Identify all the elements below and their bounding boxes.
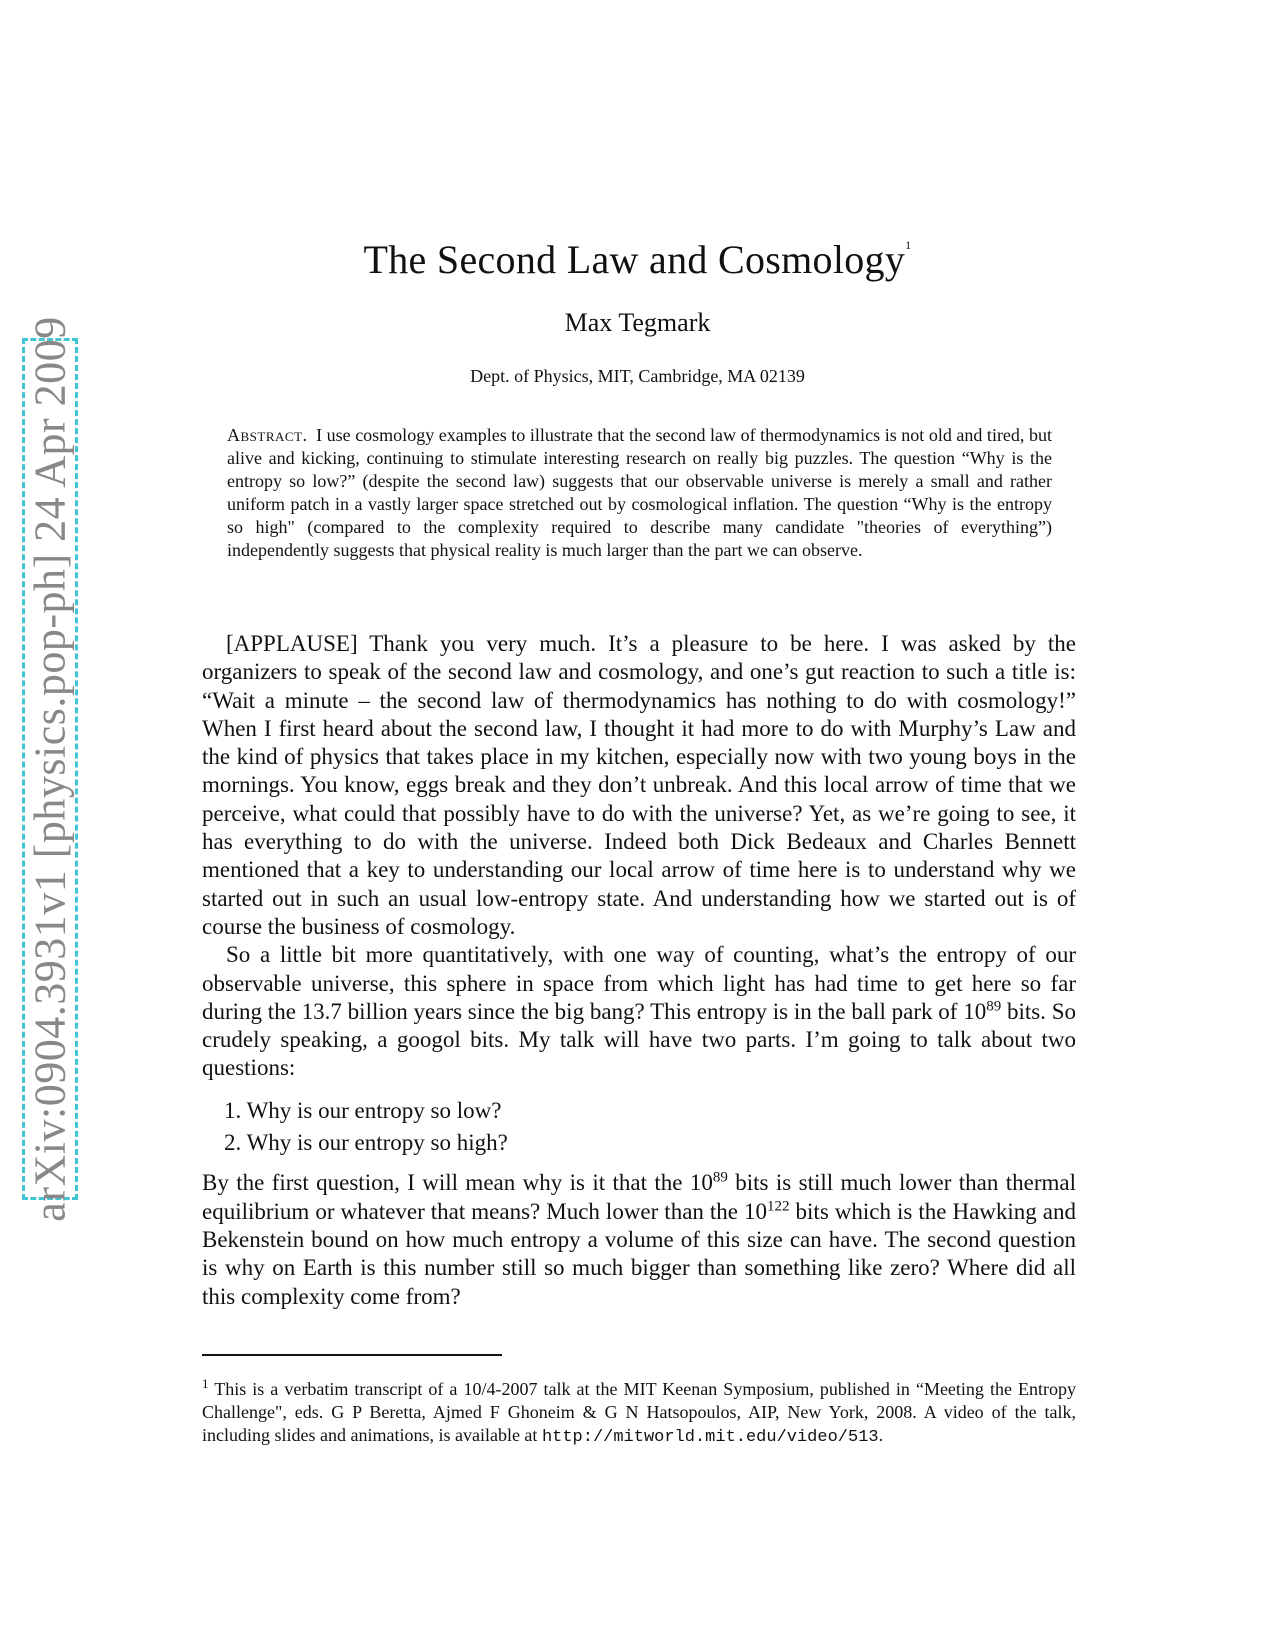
paper-title [0,236,1275,283]
arxiv-sidebar-stamp [22,316,78,1222]
footnote-mark: 1 [202,1376,209,1391]
list-item: 2. Why is our entropy so high? [224,1130,508,1156]
title-text: The Second Law and Cosmology [363,237,906,282]
abstract-label: Abstract. [227,425,308,445]
footnote: $^1$ This is a verbatim transcript of a 10/4-2007 talk at the MIT Keenan Symposium, published in “Meeting the Entropy Challenge", eds. G P Beretta, Ajmed F Ghoneim & G N Hatsopoulos, AIP, New York, 2008. A video of the talk, including slides and animations, is available at http://mitworld.mit.edu/video/513. [202,1376,1076,1447]
author-name: Max Tegmark [564,308,711,337]
title-footnote-mark[interactable]: 1 [905,237,912,252]
abstract-text: I use cosmology examples to illustrate that the second law of thermodynamics is not old and tired, but alive and kicking, continuing to stimulate interesting research on really big puzzles. The question “Why is the entropy so low?” (despite the second law) suggests that our observable universe is merely a small and rather uniform patch in a vastly larger space stretched out by cosmological inflation. The question “Why is the entropy so high" (compared to the complexity required to describe many candidate "theories of everything”) independently suggests that physical reality is much larger than the part we can observe. [227,425,1052,560]
arxiv-identifier: arXiv:0904.3931v1 [physics.pop-ph] 24 Apr 2009 [25,316,75,1222]
question-list [202,1097,1076,1158]
abstract [227,424,1052,562]
author-affiliation: Dept. of Physics, MIT, Cambridge, MA 02139 [470,366,805,386]
footnote-link[interactable]: http://mitworld.mit.edu/video/513 [541,1428,879,1447]
list-item: 1. Why is our entropy so low? [224,1097,502,1123]
main-body [202,630,1076,1311]
body-paragraph-2: So a little bit more quantitatively, with one way of counting, what’s the entropy of our observable universe, this sphere in space from which light has had time to get here so far during the 13.7 billion years since the big bang? This entropy is in the ball park of $10^{89}$ bits. So crudely speaking, a googol bits. My talk will have two parts. I’m going to talk about two questions: [202,942,1076,1081]
footnote-text: This is a verbatim transcript of a 10/4-2007 talk at the MIT Keenan Symposium, published in “Meeting the Entropy Challenge", eds. G P Beretta, Ajmed F Ghoneim & G N Hatsopoulos, AIP, New York, 2008. A video of the talk, including slides and animations, is available at [202,1379,1076,1445]
footnote-divider [202,1354,502,1356]
body-paragraph-1: [APPLAUSE] Thank you very much. It’s a pleasure to be here. I was asked by the organizers to speak of the second law and cosmology, and one’s gut reaction to such a title is: “Wait a minute – the second law of thermodynamics has nothing to do with cosmology!” When I first heard about the second law, I thought it had more to do with Murphy’s Law and the kind of physics that takes place in my kitchen, especially now with two young boys in the mornings. You know, eggs break and they don’t unbreak. And this local arrow of time that we perceive, what could that possibly have to do with the universe? Yet, as we’re going to see, it has everything to do with the universe. Indeed both Dick Bedeaux and Charles Bennett mentioned that a key to understanding our local arrow of time here is to understand why we started out in such an usual low-entropy state. And understanding how we started out is of course the business of cosmology. [202,631,1076,939]
body-paragraph-3: By the first question, I will mean why is it that the $10^{89}$ bits is still much lower than thermal equilibrium or whatever that means? Much lower than the $10^{122}$ bits which is the Hawking and Bekenstein bound on how much entropy a volume of this size can have. The second question is why on Earth is this number still so much bigger than something like zero? Where did all this complexity come from? [202,1169,1076,1309]
